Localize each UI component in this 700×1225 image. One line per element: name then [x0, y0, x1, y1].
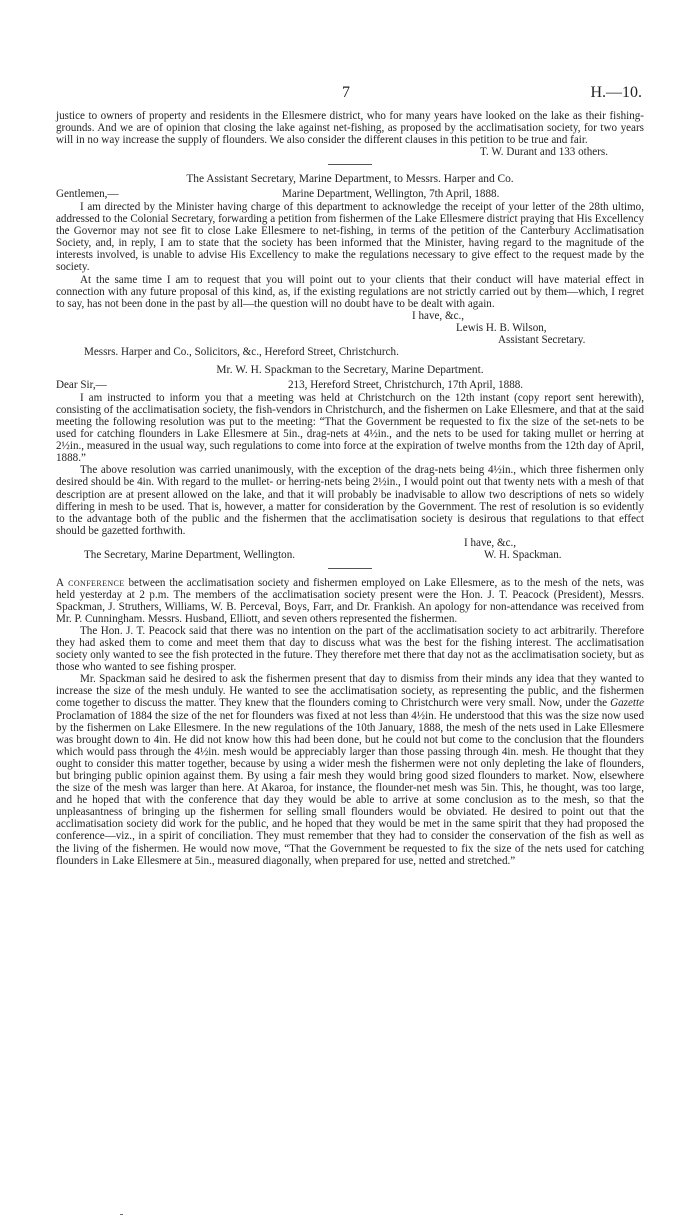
letter-title: The Assistant Secretary, Marine Department, to Messrs. Harper and Co. — [186, 173, 514, 186]
letter-paragraph: At the same time I am to request that you will point out to your clients that their conduct will have material effect in connection with any future proposal of this kind, as, if the existing regulations are not strictly carried out by them—which, I regret to say, has not been done in the past by all—the question will no doubt have to be dealt with again. — [56, 273, 644, 310]
report-paragraph: The Hon. J. T. Peacock said that there was no intention on the part of the acclimatisation society to act arbitrarily. Therefore they had asked them to come and meet them that day to discuss what was the best for the fishing interest. The acclimatisation society only wanted to see the fish protected in the future. They therefore met there that day not as the acclimatisation society, but as those who wanted to see fishing prosper. — [56, 624, 644, 674]
letter-address: 213, Hereford Street, Christchurch, 17th April, 1888. — [288, 379, 524, 392]
letter-addressee: Messrs. Harper and Co., Solicitors, &c., Hereford Street, Christchurch. — [84, 346, 399, 359]
letter-spackman-to-secretary — [56, 364, 644, 561]
letter-salutation: Dear Sir,— — [56, 379, 107, 392]
report-paragraph: A conference between the acclimatisation society and fishermen employed on Lake Ellesmere, as to the mesh of the nets, was held yesterday at 2 p.m. The members of the acclimatisation society present were the Hon. J. T. Peacock (President), Messrs. Spackman, J. Struthers, Williams, W. B. Perceval, Boys, Farr, and Dr. Frankish. An apology for non-attendance was received from Mr. P. Cunningham. Messrs. Husband, Elliott, and seven others represented the fishermen. — [56, 576, 645, 625]
document-page — [56, 84, 644, 867]
section-divider — [328, 164, 372, 165]
report-paragraph: Mr. Spackman said he desired to ask the fishermen present that day to dismiss from their minds any idea that they wanted to increase the size of the mesh unduly. He wanted to see the acclimatisation society, as representing the public, and the fishermen come together to discuss the matter. They knew that the flounders coming to Christchurch were very small. Now, under the Gazette Proclamation of 1884 the size of the net for flounders was fixed at not less than 4½in. He understood that this was the size now used by the fishermen on Lake Ellesmere. In the new regulations of the 10th January, 1888, the mesh of the nets used in Lake Ellesmere was brought down to 4in. He did not know how this had been done, but he could not but come to the conclusion that the flounders which would pass through the 4½in. mesh would be appreciably larger than those passing through 4in. mesh. He thought that they ought to consider this matter together, because by using a wider mesh the fishermen were not only depleting the lake of flounders, but bringing public opinion against them. By using a fair mesh they would bring good sized flounders to market. Now, elsewhere the size of the mesh was larger than here. At Akaroa, for instance, the flounder-net mesh was 5in. This, he thought, was too large, and he hoped that with the conference that day they would be able to arrive at some conclusion as to the mesh, so that the unpleasantness of bringing up the fishermen for selling small flounders would be obviated. He desired to point out that the acclimatisation society did work for the public, and he hoped that they would be met in the same spirit that they had proposed the conference—viz., in a spirit of conciliation. They must remember that they had to consider the conservation of the fish as well as the living of the fishermen. He would now move, “That the Government be requested to fix the size of the nets used for catching flounders in Lake Ellesmere at 5in., measured diagonally, when prepared for use, netted and stretched.” — [56, 673, 644, 867]
letter-signer: W. H. Spackman. — [484, 549, 562, 561]
page-number: 7 — [342, 84, 350, 101]
section-divider — [328, 568, 372, 569]
letter-paragraph: I am instructed to inform you that a meeting was held at Christchurch on the 12th instant (copy report sent herewith), consisting of the acclimatisation society, the fish-vendors in Christchurch, and the fishermen on Lake Ellesmere, and that at the said meeting the following resolution was put to the meeting: “That the Government be requested to fix the size of the set-nets to be used for catching flounders in Lake Ellesmere at 5in., drag-nets at 4½in., and the nets to be used for taking mullet or herring at 2½in., measured in the usual way, such regulations to come into force at the expiration of twelve months from the 12th day of April, 1888.” — [56, 391, 644, 465]
letter-signer: Lewis H. B. Wilson, — [456, 321, 547, 334]
letter-salutation: Gentlemen,— — [56, 188, 119, 201]
petition-text: justice to owners of property and residents in the Ellesmere district, who for many years have looked on the lake as their fishing-grounds. And we are of opinion that closing the lake against net-fishing, as proposed by the acclimatisation society, for two years will in no way increase the supply of flounders. We also consider the different clauses in this petition to be true and fair. — [56, 110, 644, 147]
letter-closing: I have, &c., — [464, 536, 517, 549]
print-mark — [120, 1214, 123, 1215]
letter-marine-to-harper — [56, 173, 644, 358]
letter-footer-row — [56, 549, 644, 562]
letter-signer-title: Assistant Secretary. — [498, 334, 586, 346]
letter-paragraph: I am directed by the Minister having charge of this department to acknowledge the receipt of your letter of the 28th ultimo, addressed to the Colonial Secretary, forwarding a petition from fishermen of the Lake Ellesmere district praying that His Excellency the Governor may not see fit to close Lake Ellesmere to net-fishing, in terms of the petition of the Canterbury Acclimatisation Society, and, in reply, I am to state that the society has been informed that the Minister, having regard to the magnitude of the interests involved, is unable to advise His Excellency to make the regulations necessary to give effect to the request made by the society. — [56, 200, 644, 274]
letter-heading-row — [56, 379, 644, 392]
letter-addressee: The Secretary, Marine Department, Wellington. — [84, 549, 296, 561]
letter-title: Mr. W. H. Spackman to the Secretary, Marine Department. — [216, 364, 484, 377]
paper-reference: H.—10. — [590, 84, 642, 101]
report-lead: A conference — [56, 576, 125, 589]
letter-address: Marine Department, Wellington, 7th April, 1888. — [282, 188, 500, 201]
petition-ending — [56, 110, 644, 158]
conference-report — [56, 577, 644, 867]
page-header — [56, 84, 644, 110]
petition-signature: T. W. Durant and 133 others. — [480, 146, 608, 159]
letter-paragraph: The above resolution was carried unanimously, with the exception of the drag-nets being 4½in., which three fishermen only desired should be 4in. With regard to the mullet- or herring-nets being 2½in., I would point out that twenty nets with a mesh of that description are at present allowed on the lake, and that it will probably be inadvisable to allow two descriptions of nets so widely differing in mesh to be used. That is, however, a matter for consideration by the Government. The rest of resolution is so evidently to the advantage both of the public and the fishermen that the acclimatisation society is desirous that regulations to that effect should be gazetted forthwith. — [56, 464, 644, 537]
gazette-italic: Gazette — [610, 697, 644, 710]
letter-closing: I have, &c., — [412, 309, 465, 322]
letter-heading-row — [56, 188, 644, 201]
